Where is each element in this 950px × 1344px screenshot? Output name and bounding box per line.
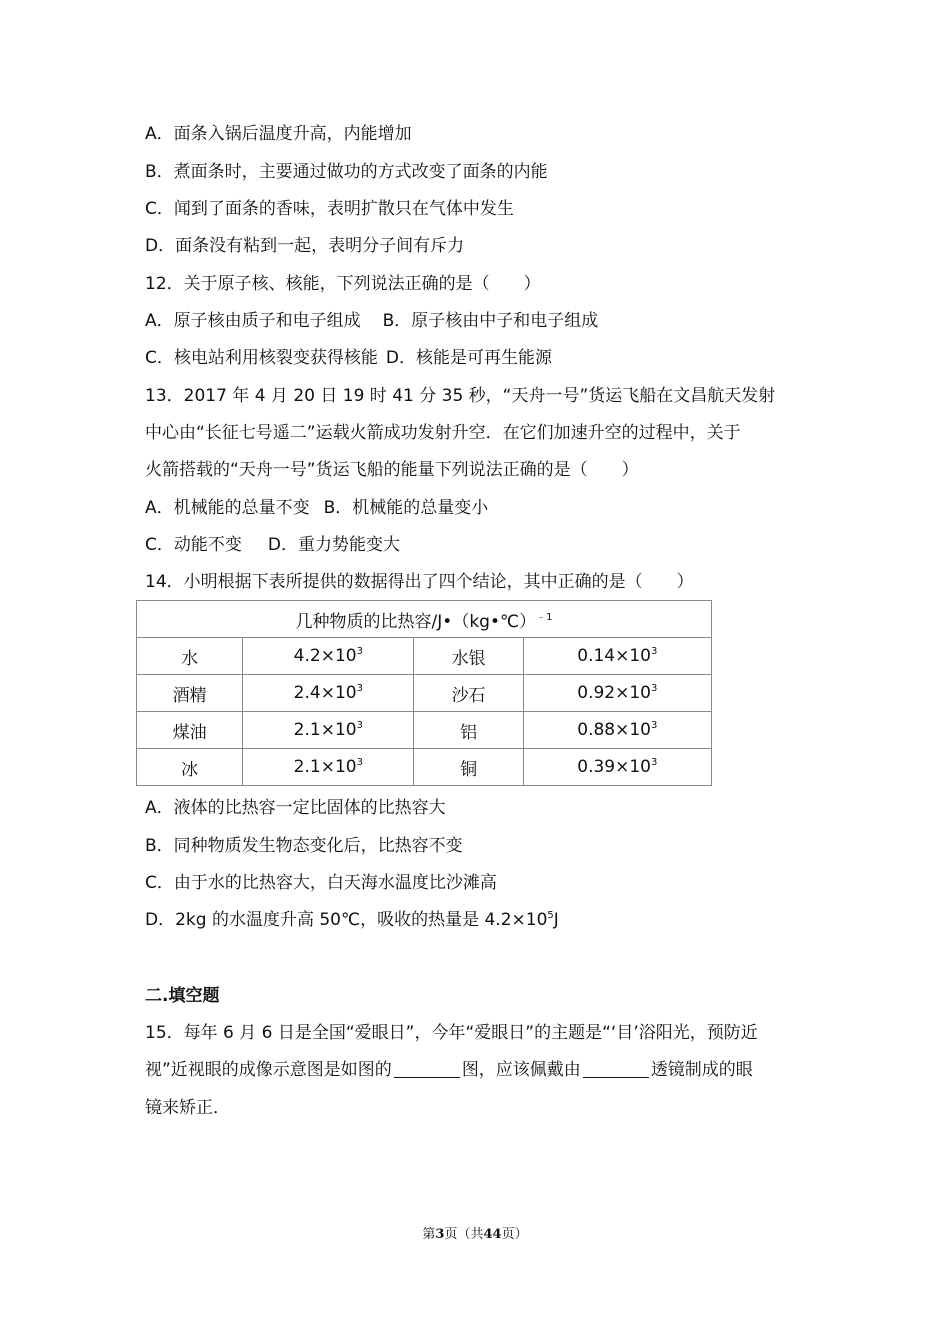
q11-option-b: B．煮面条时，主要通过做功的方式改变了面条的内能 bbox=[145, 162, 548, 182]
substance-cell: 水银 bbox=[414, 638, 523, 675]
answer-blank[interactable] bbox=[394, 1059, 460, 1078]
value-cell: $0.14\times 10^3$ bbox=[523, 638, 711, 675]
q15-line2: 视”近视眼的成像示意图是如图的 图，应该佩戴由 透镜制成的眼 bbox=[145, 1060, 753, 1080]
value-cell: $0.92\times 10^3$ bbox=[523, 675, 711, 712]
section-heading: 二.填空题 bbox=[145, 986, 220, 1006]
q13-options-cd bbox=[145, 533, 810, 557]
table-row bbox=[137, 712, 712, 749]
q13-stem-line2: 中心由“长征七号遥二”运载火箭成功发射升空．在它们加速升空的过程中，关于 bbox=[145, 423, 741, 443]
substance-cell: 酒精 bbox=[137, 675, 243, 712]
q12-option-b: B．原子核由中子和电子组成 bbox=[382, 311, 599, 331]
q15-line3: 镜来矫正． bbox=[145, 1098, 230, 1118]
q14-option-c: C．由于水的比热容大，白天海水温度比沙滩高 bbox=[145, 873, 497, 893]
q13-stem-line3: 火箭搭载的“天舟一号”货运飞船的能量下列说法正确的是（ ） bbox=[145, 460, 639, 480]
q14-stem: 14．小明根据下表所提供的数据得出了四个结论，其中正确的是（ ） bbox=[145, 572, 694, 592]
q13-option-c: C．动能不变 bbox=[145, 535, 242, 555]
q15-line1: 15．每年 6 月 6 日是全国“爱眼日”，今年“爱眼日”的主题是“‘目’浴阳光，预防近 bbox=[145, 1023, 758, 1043]
value-cell: $0.88\times 10^3$ bbox=[523, 712, 711, 749]
q12-option-a: A．原子核由质子和电子组成 bbox=[145, 311, 361, 331]
value-cell: $2.1\times 10^3$ bbox=[243, 712, 414, 749]
substance-cell: 铝 bbox=[414, 712, 523, 749]
q11-option-c: C．闻到了面条的香味，表明扩散只在气体中发生 bbox=[145, 199, 514, 219]
q12-options-ab bbox=[145, 309, 810, 333]
page-footer: 第3页（共44页） bbox=[422, 1227, 528, 1242]
substance-cell: 煤油 bbox=[137, 712, 243, 749]
table-caption: 几种物质的比热容/J•（kg•℃）$^{﹣1}$ bbox=[137, 601, 712, 638]
substance-cell: 铜 bbox=[414, 749, 523, 786]
q13-option-b: B．机械能的总量变小 bbox=[323, 498, 489, 518]
q11-option-d: D．面条没有粘到一起，表明分子间有斥力 bbox=[145, 236, 465, 256]
q11-option-a: A．面条入锅后温度升高，内能增加 bbox=[145, 124, 412, 144]
substance-cell: 冰 bbox=[137, 749, 243, 786]
q13-option-a: A．机械能的总量不变 bbox=[145, 498, 310, 518]
q12-option-c: C．核电站利用核裂变获得核能 bbox=[145, 348, 378, 368]
q14-option-a: A．液体的比热容一定比固体的比热容大 bbox=[145, 798, 446, 818]
q13-option-d: D．重力势能变大 bbox=[267, 535, 400, 555]
q12-stem: 12．关于原子核、核能，下列说法正确的是（ ） bbox=[145, 274, 541, 294]
answer-blank[interactable] bbox=[583, 1059, 649, 1078]
q13-stem-line1: 13．2017 年 4 月 20 日 19 时 41 分 35 秒，“天舟一号”货运飞船在文昌航天发射 bbox=[145, 386, 776, 406]
value-cell: $4.2\times 10^3$ bbox=[243, 638, 414, 675]
table-row bbox=[137, 638, 712, 675]
q13-options-ab bbox=[145, 496, 810, 520]
substance-cell: 水 bbox=[137, 638, 243, 675]
q14-option-b: B．同种物质发生物态变化后，比热容不变 bbox=[145, 836, 463, 856]
q14-option-d: D．2kg 的水温度升高 50℃，吸收的热量是 $4.2\times 10^5J$ bbox=[145, 910, 559, 930]
q12-options-cd bbox=[145, 346, 810, 370]
table-row bbox=[137, 675, 712, 712]
value-cell: $2.1\times 10^3$ bbox=[243, 749, 414, 786]
value-cell: $0.39\times 10^3$ bbox=[523, 749, 711, 786]
substance-cell: 沙石 bbox=[414, 675, 523, 712]
q12-option-d: D．核能是可再生能源 bbox=[385, 348, 552, 368]
specific-heat-table bbox=[136, 600, 712, 786]
table-row bbox=[137, 749, 712, 786]
value-cell: $2.4\times 10^3$ bbox=[243, 675, 414, 712]
